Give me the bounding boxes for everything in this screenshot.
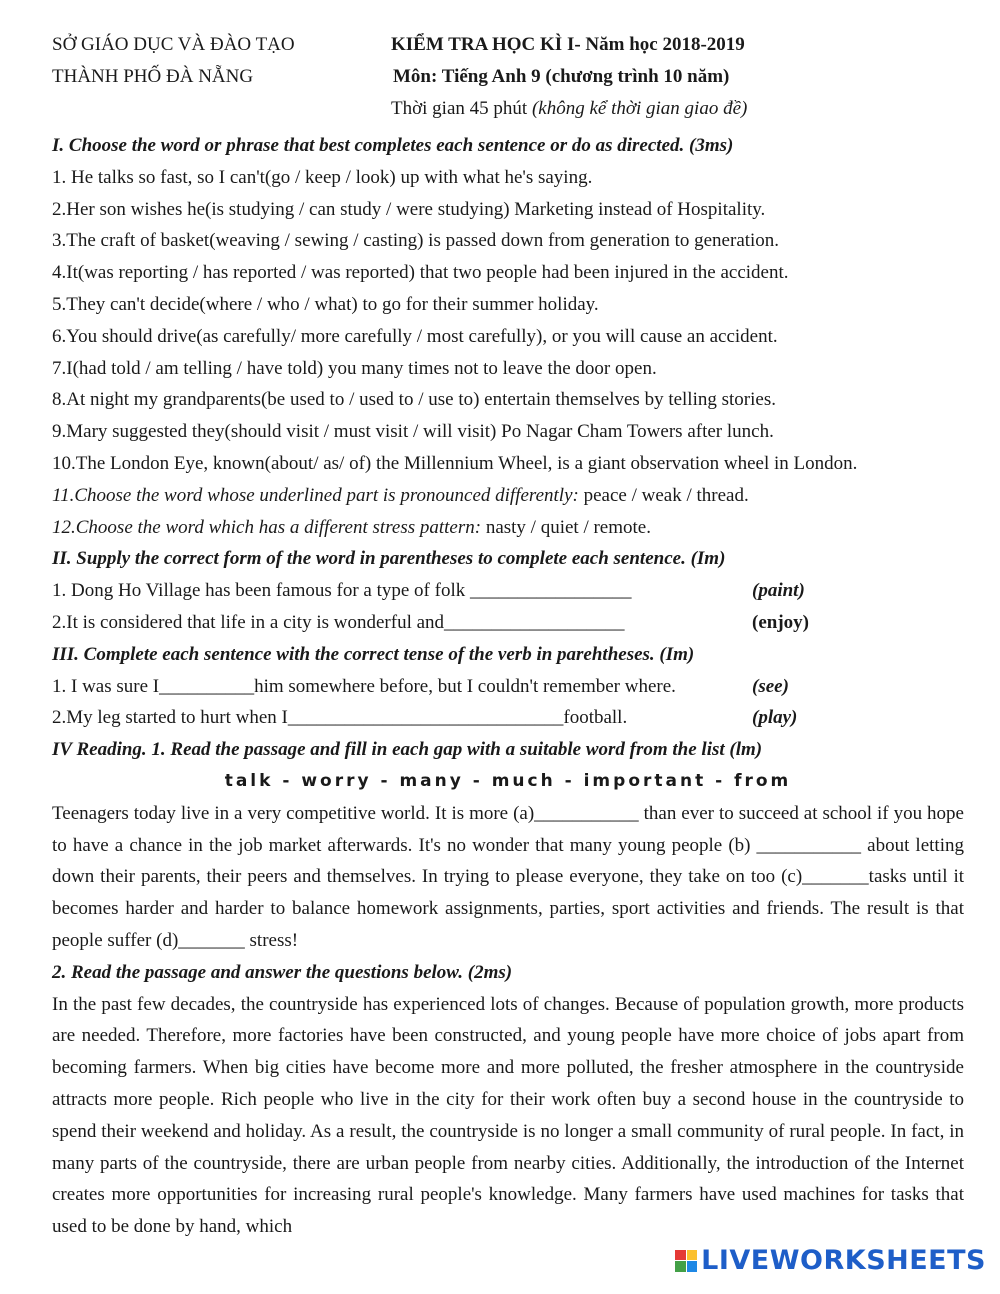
exam-header	[52, 34, 964, 130]
verb-tense-hint-2: (play)	[752, 707, 798, 729]
verb-tense-question-2-text: 2.My leg started to hurt when I_____________________________football.	[52, 707, 628, 729]
question-3: 3.The craft of basket(weaving / sewing / casting) is passed down from generation to generation.	[52, 230, 780, 252]
reading-passage-2: In the past few decades, the countryside has experienced lots of changes. Because of population growth, more products are needed. Therefore, more factories have been constructed, and young people have more choice of jobs apart from becoming farmers. When big cities have become more and more polluted, the fresher atmosphere in the countryside attracts more people. Rich people who live in the city for their work often buy a second house in the countryside to spend their weekend and holiday. As a result, the countryside is no longer a small community of rural people. In fact, in many parts of the countryside, there are urban people from nearby cities. Additionally, the introduction of the Internet creates more opportunities for increasing rural people's knowledge. Many farmers have used machines for tasks that used to be done by hand, which	[52, 993, 964, 1238]
question-6: 6.You should drive(as carefully/ more carefully / most carefully), or you will cause an accident.	[52, 325, 778, 347]
liveworksheets-brand[interactable]	[675, 1245, 986, 1276]
word-form-question-2-text: 2.It is considered that life in a city is wonderful and___________________	[52, 611, 625, 633]
question-10: 10.The London Eye, known(about/ as/ of) the Millennium Wheel, is a giant observation wheel in London.	[52, 452, 858, 474]
exam-title: KIỂM TRA HỌC KÌ I- Năm học 2018-2019	[391, 34, 745, 55]
section-1-heading: I. Choose the word or phrase that best completes each sentence or do as directed. (3ms)	[52, 135, 734, 156]
verb-tense-question-1[interactable]	[52, 671, 964, 703]
question-8: 8.At night my grandparents(be used to / used to / use to) entertain themselves by telling stories.	[52, 389, 776, 411]
section-2-heading: II. Supply the correct form of the word in parentheses to complete each sentence. (Im)	[52, 548, 726, 570]
question-4: 4.It(was reporting / has reported / was reported) that two people had been injured in the accident.	[52, 262, 789, 284]
verb-tense-hint-1: (see)	[752, 675, 789, 697]
verb-tense-question-2[interactable]	[52, 702, 964, 734]
word-form-question-1[interactable]	[52, 575, 964, 607]
time-note: (không kể thời gian giao đề)	[531, 98, 748, 119]
time-limit: Thời gian 45 phút	[391, 98, 528, 119]
word-form-question-1-text: 1. Dong Ho Village has been famous for a type of folk _________________	[52, 580, 632, 602]
word-bank: talk - worry - many - much - important - from	[224, 770, 792, 791]
word-form-hint-2: (enjoy)	[752, 611, 809, 633]
word-form-hint-1: (paint)	[752, 580, 805, 602]
question-12-options[interactable]: nasty / quiet / remote.	[485, 516, 651, 538]
question-7: 7.I(had told / am telling / have told) you many times not to leave the door open.	[52, 357, 657, 379]
question-11-options[interactable]: peace / weak / thread.	[583, 484, 749, 506]
section-3-heading: III. Complete each sentence with the correct tense of the verb in parehtheses. (Im)	[52, 643, 695, 665]
worksheet-page	[52, 34, 964, 1243]
question-12	[52, 512, 964, 544]
liveworksheets-logo-icon	[675, 1250, 697, 1272]
reading-part-2-heading: 2. Read the passage and answer the questions below. (2ms)	[52, 961, 513, 983]
word-form-question-2[interactable]	[52, 607, 964, 639]
section-4-heading: IV Reading. 1. Read the passage and fill in each gap with a suitable word from the list (lm)	[52, 739, 763, 761]
exam-time	[391, 98, 747, 120]
verb-tense-question-1-text: 1. I was sure I__________him somewhere before, but I couldn't remember where.	[52, 675, 676, 697]
exam-subject: Môn: Tiếng Anh 9 (chương trình 10 năm)	[393, 66, 730, 87]
question-12-prompt: 12.Choose the word which has a different stress pattern:	[52, 516, 482, 538]
question-11-prompt: 11.Choose the word whose underlined part is pronounced differently:	[52, 484, 579, 506]
question-11	[52, 480, 964, 512]
question-1: 1. He talks so fast, so I can't(go / keep / look) up with what he's saying.	[52, 166, 593, 188]
question-2: 2.Her son wishes he(is studying / can study / were studying) Marketing instead of Hospitality.	[52, 198, 766, 220]
liveworksheets-wordmark: LIVEWORKSHEETS	[701, 1245, 986, 1276]
reading-passage-1: Teenagers today live in a very competitive world. It is more (a)___________ than ever to succeed at school if you hope to have a chance in the job market afterwards. It's no wonder that many young people (b) ___________ about letting down their parents, their peers and themselves. In trying to please everyone, they take on too (c)_______tasks until it becomes harder and harder to balance homework assignments, parties, sport activities and friends. The result is that people suffer (d)_______ stress!	[52, 802, 964, 951]
question-5: 5.They can't decide(where / who / what) to go for their summer holiday.	[52, 293, 599, 315]
question-9: 9.Mary suggested they(should visit / must visit / will visit) Po Nagar Cham Towers after lunch.	[52, 421, 774, 443]
department-line-1: SỞ GIÁO DỤC VÀ ĐÀO TẠO	[52, 34, 295, 55]
department-line-2: THÀNH PHỐ ĐÀ NẴNG	[52, 66, 254, 87]
